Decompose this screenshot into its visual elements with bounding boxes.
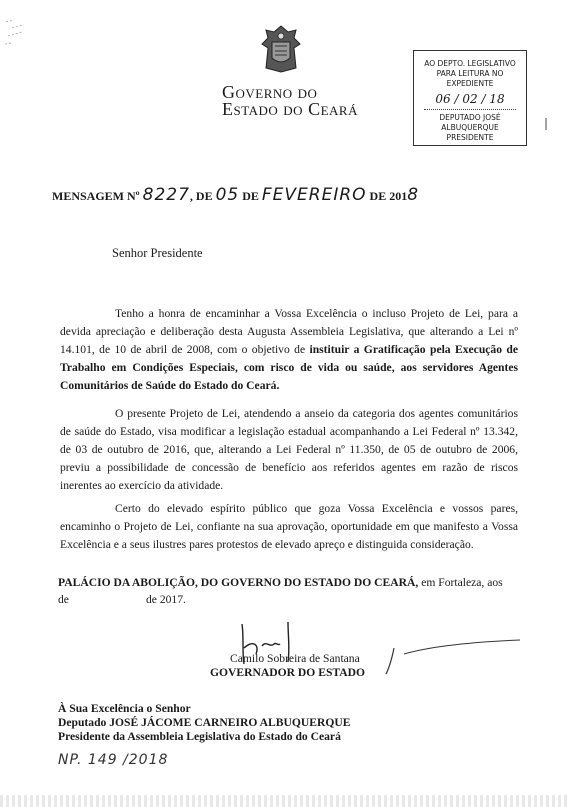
addressee-block <box>58 702 350 744</box>
stamp-line-3: DEPUTADO JOSÉ ALBUQUERQUE <box>439 113 501 132</box>
signature-stroke <box>402 636 522 660</box>
palace-name: PALÁCIO DA ABOLIÇÃO, DO GOVERNO DO ESTADO DO CEARÁ, <box>58 576 419 589</box>
margin-mark <box>542 118 550 130</box>
message-prefix: MENSAGEM Nº <box>52 189 140 203</box>
paragraph-2: O presente Projeto de Lei, atendendo a anseio da categoria dos agentes comunitários de saúde do Estado, visa modificar a legislação estadual acompanhando a Lei Federal nº 13.342, de 03 de outubro de 2016, que, alterando a Lei Federal nº 11.350, de 05 de outubro de 2006, previu a possibilidade de concessão de benefício aos referidos agentes em razão de riscos inerentes ao exercício da atividade. <box>60 407 518 492</box>
paragraph-1-text: Tenho a honra de encaminhar a Vossa Excelência o incluso Projeto de Lei, para a devida apreciação e deliberação desta Augusta Assembleia Legislativa, que alterando a Lei nº 14.101, de 10 de abril de 2008, com o objetivo de <box>60 307 518 356</box>
date-year: de 2017. <box>146 593 186 606</box>
stamp-signature-line <box>424 109 516 110</box>
message-month: FEVEREIRO <box>261 185 367 205</box>
palace-rest: em Fortaleza, aos <box>418 576 503 589</box>
addressee-line-3: Presidente da Assembleia Legislativa do Estado do Ceará <box>58 730 341 743</box>
closing-place-date <box>58 574 520 608</box>
paragraph-3: Certo do elevado espírito público que goza Vossa Excelência e vossos pares, encaminho o Projeto de Lei, confiante na sua aprovação, oportunidade em que manifesto a Vossa Excelência e a seus ilustres pares protestos de elevado apreço e distinguida consideração. <box>60 502 518 551</box>
state-coat-of-arms-icon <box>258 24 304 74</box>
greeting: Senhor Presidente <box>112 246 203 260</box>
message-day: 05 <box>215 185 240 205</box>
signatory-role: GOVERNADOR DO ESTADO <box>210 666 366 679</box>
handwritten-annotation: NP. 149 /2018 <box>58 752 169 768</box>
header-line-2: Estado do Ceará <box>222 99 358 119</box>
reception-stamp <box>413 50 527 146</box>
addressee-name: JOSÉ JÁCOME CARNEIRO ALBUQUERQUE <box>109 716 351 729</box>
scan-marks <box>2 14 42 54</box>
addressee-line-2 <box>58 716 350 730</box>
stamp-line-4: PRESIDENTE <box>446 133 494 142</box>
addressee-title: Deputado <box>58 716 110 729</box>
addressee-line-1: À Sua Excelência o Senhor <box>58 702 191 715</box>
stamp-date: 06 / 02 / 18 <box>435 92 505 106</box>
scan-edge <box>0 795 567 807</box>
message-de-2: DE <box>242 189 259 203</box>
paragraph-1-bold: instituir a Gratificação pela Execução de Trabalho em Condições Especiais, com risco de vida ou saúde, aos servidores Agentes Comunitários de Saúde do Estado do Ceará. <box>60 343 518 392</box>
signatory-name: Camilo Sobreira de Santana <box>230 652 360 665</box>
paragraph-1 <box>60 305 518 395</box>
message-year-digit: 8 <box>407 185 420 205</box>
stamp-line-2: PARA LEITURA NO EXPEDIENTE <box>436 69 504 88</box>
check-mark <box>382 646 398 676</box>
header-line-1: Governo do <box>222 82 318 102</box>
message-de-3: DE 201 <box>369 189 408 203</box>
date-de: de <box>58 593 69 606</box>
stamp-line-1: AO DEPTO. LEGISLATIVO <box>424 59 516 68</box>
message-header <box>52 185 419 205</box>
message-de-1: , DE <box>189 189 213 203</box>
message-number: 8227 <box>142 185 190 205</box>
